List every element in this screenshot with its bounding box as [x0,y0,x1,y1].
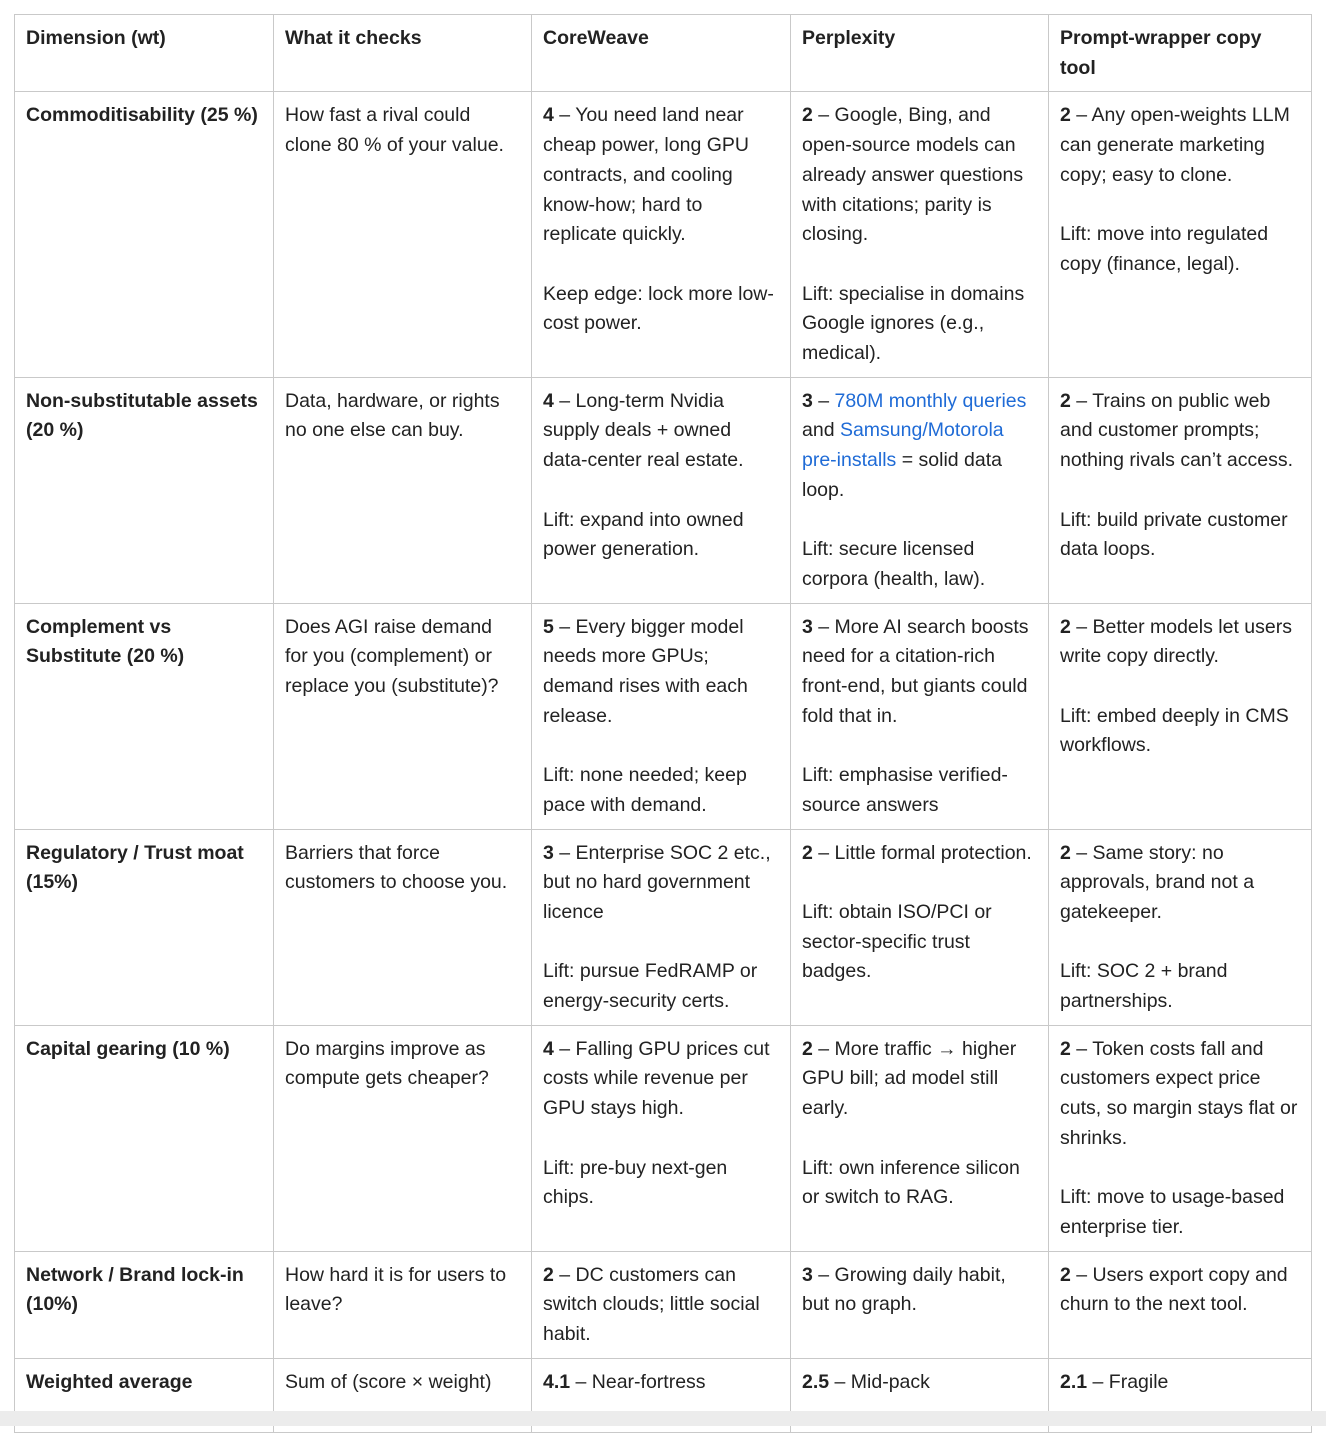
lift-text: Lift: specialise in domains Google ignores (e.g., medical). [802,282,1025,365]
lift-text: Lift: pre-buy next-gen chips. [543,1156,728,1209]
assessment: – Every bigger model needs more GPUs; demand rises with each release. [543,615,748,727]
perplexity-cell [791,377,1049,603]
coreweave-cell [532,603,791,829]
wrapper-cell [1049,92,1312,377]
assessment-pre: – [812,389,835,412]
header-dimension: Dimension (wt) [15,15,274,92]
assessment: – Any open-weights LLM can generate marketing copy; easy to clone. [1060,104,1290,186]
assessment: – Trains on public web and customer prompts; nothing rivals can’t access. [1060,389,1294,472]
lift-text: Lift: build private customer data loops. [1060,508,1288,561]
assessment: – Better models let users write copy directly. [1060,615,1292,668]
assessment: – Google, Bing, and open-source models can already answer questions with citations; parity is closing. [802,104,1024,246]
coreweave-cell [532,92,791,377]
lift-text: Lift: emphasise verified-source answers [802,764,1008,816]
assessment: – Enterprise SOC 2 etc., but no hard government licence [543,841,771,923]
wrapper-cell [1049,1025,1312,1251]
lift-text: Lift: move to usage-based enterprise tier. [1060,1186,1285,1238]
lift-text: Lift: obtain ISO/PCI or sector-specific trust badges. [802,900,992,983]
score: 2 [1060,841,1071,864]
wrapper-cell [1049,603,1312,829]
score: 5 [543,615,554,638]
dimension-cell: Capital gearing (10 %) [15,1025,274,1251]
checks-cell: How fast a rival could clone 80 % of your value. [274,92,532,377]
checks-cell: Data, hardware, or rights no one else can buy. [274,377,532,603]
table-row [15,1025,1312,1251]
score: 4 [543,1037,554,1060]
table-row [15,377,1312,603]
coreweave-cell [532,1025,791,1251]
checks-cell: How hard it is for users to leave? [274,1251,532,1358]
comparison-table [14,14,1312,1433]
lift-text: Lift: none needed; keep pace with demand. [543,764,747,816]
assessment: – Mid-pack [829,1370,930,1393]
score: 2 [1060,1037,1071,1060]
monthly-queries-link[interactable]: 780M monthly queries [834,389,1027,412]
assessment: – Fragile [1087,1370,1169,1393]
score: 2 [1060,1263,1071,1286]
perplexity-cell [791,1025,1049,1251]
score: 2 [802,841,813,864]
lift-text: Lift: expand into owned power generation. [543,508,744,561]
score: 2 [802,1037,813,1060]
score: 3 [802,389,813,412]
checks-cell: Do margins improve as compute gets cheaper? [274,1025,532,1251]
perplexity-cell [791,1251,1049,1358]
header-checks: What it checks [274,15,532,92]
assessment: – Near-fortress [570,1370,706,1393]
lift-text: Lift: SOC 2 + brand partnerships. [1060,960,1228,1013]
dimension-cell: Weighted average [15,1358,274,1432]
checks-cell: Barriers that force customers to choose you. [274,829,532,1025]
table-row [15,92,1312,377]
score: 2.5 [802,1370,830,1393]
table-row [15,603,1312,829]
lift-text: Keep edge: lock more low-cost power. [543,282,774,335]
assessment: – Users export copy and churn to the next tool. [1060,1263,1288,1316]
table-row [15,1251,1312,1358]
assessment: – You need land near cheap power, long GPU contracts, and cooling know-how; hard to replicate quickly. [543,104,749,246]
assessment: – More traffic → higher GPU bill; ad model still early. [802,1037,1017,1120]
wrapper-cell [1049,377,1312,603]
lift-text: Lift: own inference silicon or switch to RAG. [802,1156,1020,1209]
dimension-cell: Network / Brand lock-in (10%) [15,1251,274,1358]
wrapper-cell [1049,829,1312,1025]
coreweave-cell [532,1251,791,1358]
score: 2 [802,104,813,127]
dimension-cell: Regulatory / Trust moat (15%) [15,829,274,1025]
assessment-mid: and [802,419,840,442]
coreweave-cell [532,377,791,603]
checks-cell: Sum of (score × weight) [274,1358,532,1432]
lift-text: Lift: embed deeply in CMS workflows. [1060,704,1289,757]
lift-text: Lift: move into regulated copy (finance, legal). [1060,223,1269,275]
score: 3 [802,615,813,638]
dimension-cell: Complement vs Substitute (20 %) [15,603,274,829]
assessment: – Falling GPU prices cut costs while revenue per GPU stays high. [543,1037,770,1120]
score: 2 [543,1263,554,1286]
score: 2 [1060,389,1071,412]
score: 2 [1060,615,1071,638]
perplexity-cell [791,829,1049,1025]
assessment: – Same story: no approvals, brand not a gatekeeper. [1060,841,1255,923]
score: 4.1 [543,1370,571,1393]
coreweave-cell [532,829,791,1025]
assessment-post: = solid data loop. [802,449,1002,501]
dimension-cell: Commoditisability (25 %) [15,92,274,377]
assessment: – Token costs fall and customers expect price cuts, so margin stays flat or shrinks. [1060,1037,1298,1149]
perplexity-cell [791,92,1049,377]
header-perplexity: Perplexity [791,15,1049,92]
bottom-edge-bar [0,1411,1326,1426]
assessment: – More AI search boosts need for a citation-rich front-end, but giants could fold that in. [802,615,1029,727]
checks-cell: Does AGI raise demand for you (complement) or replace you (substitute)? [274,603,532,829]
header-wrapper: Prompt-wrapper copy tool [1049,15,1312,92]
score: 3 [802,1263,813,1286]
header-coreweave: CoreWeave [532,15,791,92]
dimension-cell: Non-substitutable assets (20 %) [15,377,274,603]
header-row [15,15,1312,92]
assessment: – Long-term Nvidia supply deals + owned data-center real estate. [543,389,744,472]
comparison-table-wrapper [14,14,1311,1433]
wrapper-cell [1049,1251,1312,1358]
lift-text: Lift: secure licensed corpora (health, law). [802,538,986,590]
table-row [15,829,1312,1025]
score: 4 [543,104,554,127]
lift-text: Lift: pursue FedRAMP or energy-security certs. [543,960,758,1013]
assessment: – Growing daily habit, but no graph. [802,1263,1006,1316]
score: 2.1 [1060,1370,1088,1393]
assessment: – DC customers can switch clouds; little social habit. [543,1263,760,1346]
score: 4 [543,389,554,412]
assessment: – Little formal protection. [812,841,1032,864]
perplexity-cell [791,603,1049,829]
preinstalls-link[interactable]: Samsung/Motorola pre-installs [802,419,1004,472]
score: 2 [1060,104,1071,127]
score: 3 [543,841,554,864]
